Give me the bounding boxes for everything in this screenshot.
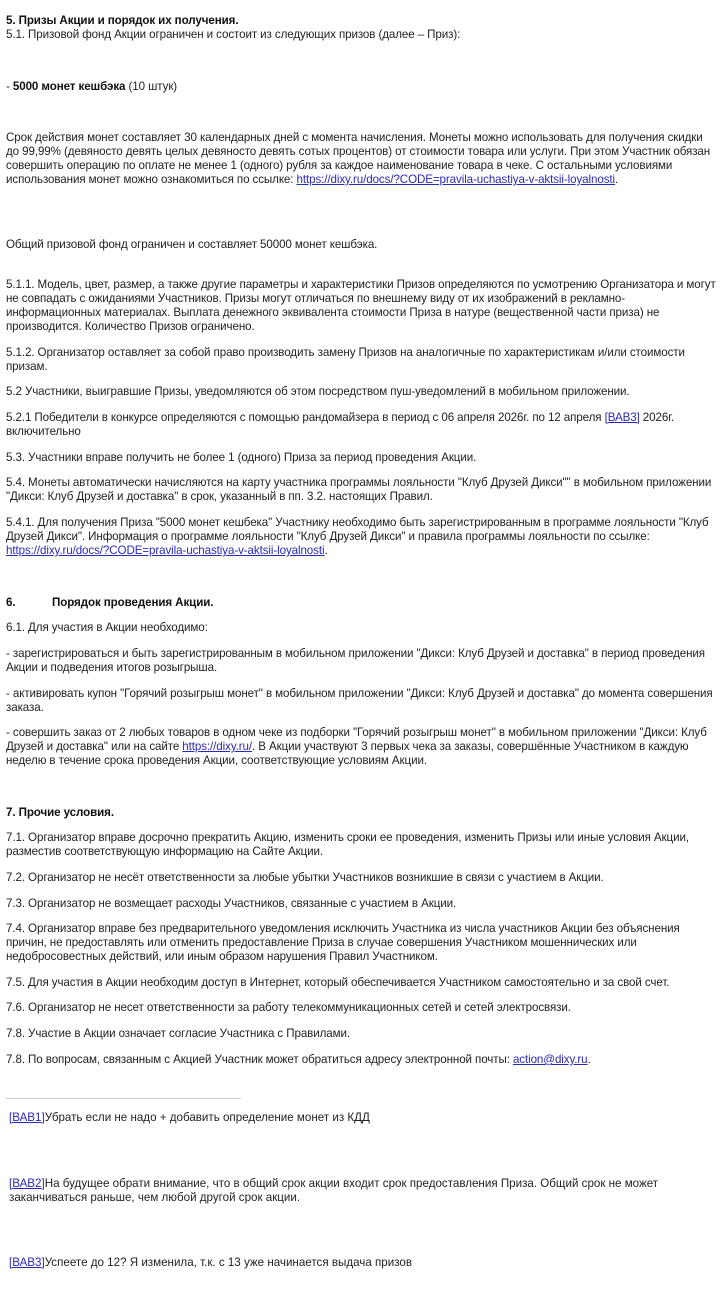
period: . (587, 1053, 591, 1066)
paragraph-7-3: 7.3. Организатор не возмещает расходы Участников, связанные с участием в Акции. (6, 897, 457, 910)
section-6-title: Порядок проведения Акции. (52, 596, 214, 609)
prize-prefix: - (6, 80, 13, 93)
requirement-item-2: - активировать купон "Горячий розыгрыш монет" в мобильном приложении "Дикси: Клуб Друзей и доставка" до момента совершения заказа. (6, 687, 713, 714)
comment-text: На будущее обрати внимание, что в общий срок акции входит срок предоставления Приза. Общий срок не может заканчиваться раньше, чем любой другой срок акции. (9, 1177, 659, 1204)
paragraph-5-2: 5.2 Участники, выигравшие Призы, уведомляются об этом посредством пуш-уведомлений в мобильном приложении. (6, 385, 630, 398)
prize-quantity: (10 штук) (125, 80, 178, 93)
paragraph-5-1: 5.1. Призовой фонд Акции ограничен и состоит из следующих призов (далее – Приз): (6, 28, 461, 41)
section-6-number: 6. (6, 596, 16, 609)
comment-ref-vab3[interactable]: [ВАВ3] (604, 411, 640, 424)
requirement-item-3-text: - совершить заказ от 2 любых товаров в одном чеке из подборки "Горячий розыгрыш монет" в мобильном приложении "Дикси: Клуб Друзей и доставка" или на сайте (6, 726, 707, 753)
paragraph-7-8-consent: 7.8. Участие в Акции означает согласие Участника с Правилами. (6, 1027, 350, 1040)
paragraph-7-5: 7.5. Для участия в Акции необходим доступ в Интернет, который обеспечивается Участником самостоятельно и за свой счет. (6, 976, 670, 989)
section-7-heading: 7. Прочие условия. (6, 806, 114, 819)
paragraph-7-4: 7.4. Организатор вправе без предварительного уведомления исключить Участника из числа участников Акции без объяснения причин, не предоставлять или отменить предоставление Приза в случае совершения Участником мошеннических или недобросовестных действий, или иным образом нарушения Правил Участником. (6, 922, 680, 963)
comment-ref-vab3-footnote[interactable]: [ВАВ3] (9, 1256, 45, 1269)
prize-item (6, 80, 716, 94)
paragraph-7-2: 7.2. Организатор не несёт ответственности за любые убытки Участников возникшие в связи с участием в Акции. (6, 871, 604, 884)
loyalty-program-link[interactable]: https://dixy.ru/docs/?CODE=pravila-uchastiya-v-aktsii-loyalnosti (6, 544, 325, 557)
coins-validity-text: Срок действия монет составляет 30 календарных дней с момента начисления. Монеты можно использовать для получения скидки до 99,99% (девяносто девять целых девяносто девять сотых процентов) от стоимости товара или услуги. При этом Участник обязан совершить операцию по оплате не менее 1 (одного) рубля за каждое наименование товара в чеке. С остальными условиями использования монет можно ознакомиться по ссылке: (6, 131, 711, 186)
dixy-site-link[interactable]: https://dixy.ru/ (182, 740, 253, 753)
requirement-item-3 (6, 726, 716, 768)
paragraph-5-4-1-text: 5.4.1. Для получения Приза "5000 монет кешбека" Участнику необходимо быть зарегистрированным в программе лояльности "Клуб Друзей Дикси". Информация о программе лояльности "Клуб Друзей Дикси" и правила программы лояльности по ссылке: (6, 516, 709, 543)
paragraph-5-1-1: 5.1.1. Модель, цвет, размер, а также другие параметры и характеристики Призов определяются по усмотрению Организатора и могут не совпадать с ожиданиями Участников. Призы могут отличаться по внешнему виду от их изображений в рекламно-информационных материалах. Выплата денежного эквивалента стоимости Приза в натуре (вещественной части приза) не производится. Количество Призов ограничено. (6, 278, 716, 333)
paragraph-7-1: 7.1. Организатор вправе досрочно прекратить Акцию, изменить сроки ее проведения, изменить Призы или иные условия Акции, разместив соответствующую информацию на Сайте Акции. (6, 831, 689, 858)
comment-text: Убрать если не надо + добавить определение монет из КДД (44, 1111, 370, 1124)
paragraph-7-8-contact (6, 1053, 716, 1067)
loyalty-rules-link[interactable]: https://dixy.ru/docs/?CODE=pravila-uchastiya-v-aktsii-loyalnosti (296, 173, 615, 186)
section-6-heading (6, 596, 716, 610)
comment-vab3 (9, 1256, 709, 1270)
paragraph-5-1-2: 5.1.2. Организатор оставляет за собой право производить замену Призов на аналогичные по характеристикам и/или стоимости призам. (6, 346, 685, 373)
requirement-item-3-end: . В Акции участвуют 3 первых чека за заказы, совершённые Участником в каждую неделю в течение срока проведения Акции, соответствующие условиям Акции. (6, 740, 689, 767)
prize-name: 5000 монет кешбэка (12, 80, 126, 93)
paragraph-5-4: 5.4. Монеты автоматически начисляются на карту участника программы лояльности "Клуб Друзей Дикси"" в мобильном приложении "Дикси: Клуб Друзей и доставка" в срок, указанный в пп. 3.2. настоящих Правил. (6, 476, 712, 503)
comment-vab2 (9, 1177, 709, 1205)
paragraph-7-8-contact-text: 7.8. По вопросам, связанным с Акцией Участник может обратиться адресу электронной почты: (6, 1053, 513, 1066)
comment-ref-vab2[interactable]: [ВАВ2] (9, 1177, 45, 1190)
paragraph-7-6: 7.6. Организатор не несет ответственности за работу телекоммуникационных сетей и сетей электросвязи. (6, 1001, 571, 1014)
contact-email-link[interactable]: action@dixy.ru (512, 1053, 588, 1066)
period: . (614, 173, 619, 186)
comment-ref-vab1[interactable]: [ВАВ1] (9, 1111, 45, 1124)
prize-fund-total: Общий призовой фонд ограничен и составляет 50000 монет кешбэка. (6, 238, 378, 251)
paragraph-5-4-1 (6, 516, 716, 558)
paragraph-5-2-1-text: 5.2.1 Победители в конкурсе определяются с помощью рандомайзера в период с 06 апреля 2026г. по 12 апреля (6, 411, 605, 424)
comment-vab1 (9, 1111, 709, 1125)
comment-text: Успеете до 12? Я изменила, т.к. с 13 уже начинается выдача призов (44, 1256, 412, 1269)
paragraph-5-3: 5.3. Участники вправе получить не более 1 (одного) Приза за период проведения Акции. (6, 451, 477, 464)
paragraph-5-2-1 (6, 411, 716, 439)
paragraph-5-2-1-end: 2026г. включительно (6, 411, 675, 438)
period: . (324, 544, 328, 557)
footnote-divider (6, 1098, 241, 1099)
requirement-item-1: - зарегистрироваться и быть зарегистрированным в мобильном приложении "Дикси: Клуб Друзей и доставка" в период проведения Акции и подведения итогов розыгрыша. (6, 647, 705, 674)
coins-validity-paragraph (6, 131, 716, 187)
paragraph-6-1: 6.1. Для участия в Акции необходимо: (6, 621, 208, 634)
section-5-heading: 5. Призы Акции и порядок их получения. (6, 14, 239, 27)
